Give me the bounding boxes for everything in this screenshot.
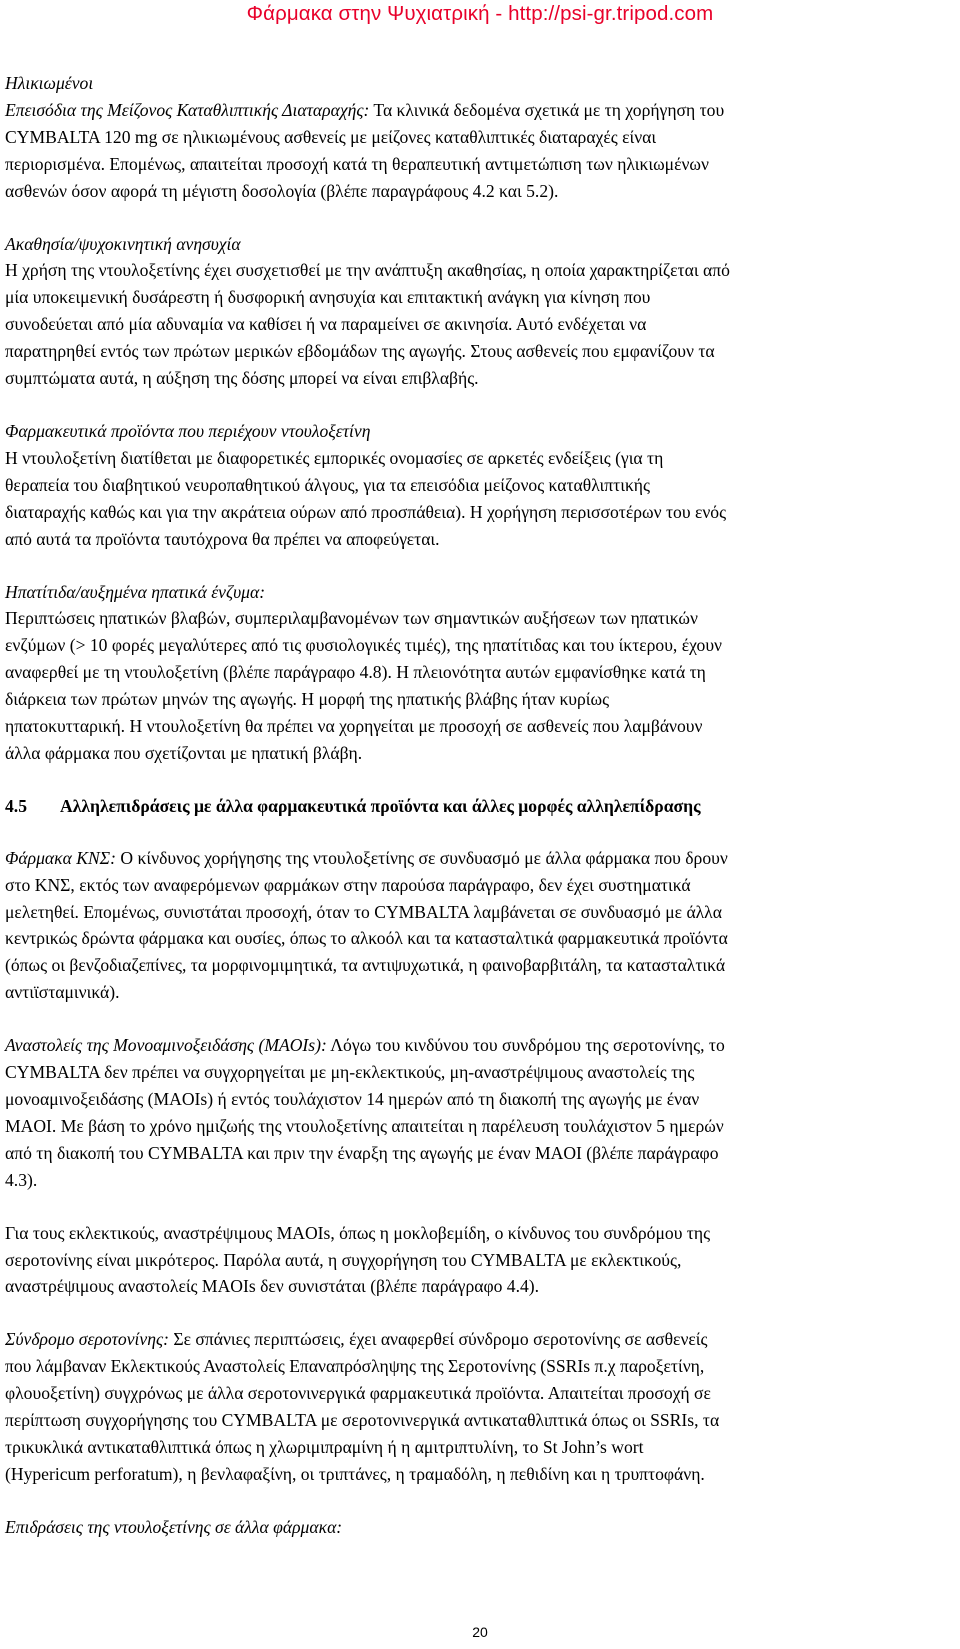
text-line: κεντρικώς δρώντα φάρμακα και ουσίες, όπως το αλκοόλ και τα κατασταλτικά φαρμακευτικά προϊόντα — [5, 928, 728, 949]
text-line: Σύνδρομο σεροτονίνης: Σε σπάνιες περιπτώσεις, έχει αναφερθεί σύνδρομο σεροτονίνης σε ασθενείς — [5, 1329, 708, 1350]
text-line: που λάμβαναν Εκλεκτικούς Αναστολείς Επαναπρόσληψης της Σεροτονίνης (SSRIs π.χ παροξετίνη, — [5, 1356, 705, 1377]
text-line: συνοδεύεται από μία αδυναμία να καθίσει ή να παραμείνει σε ακινησία. Αυτό ενδέχεται να — [5, 314, 647, 335]
text-line: (όπως οι βενζοδιαζεπίνες, τα μορφινομιμητικά, τα αντιψυχωτικά, η φαινοβαρβιτάλη, τα κατασταλτικά — [5, 955, 726, 976]
section-title-other-drugs: Επιδράσεις της ντουλοξετίνης σε άλλα φάρμακα: — [5, 1516, 343, 1537]
text-line: Η χρήση της ντουλοξετίνης έχει συσχετισθεί με την ανάπτυξη ακαθησίας, η οποία χαρακτηρίζεται από — [5, 260, 730, 281]
text-line: φλουοξετίνη) συγχρόνως με άλλα σεροτονινεργικά φαρμακευτικά προϊόντα. Απαιτείται προσοχή σε — [5, 1383, 711, 1404]
text-line: θεραπεία του διαβητικού νευροπαθητικού άλγους, για τα επεισόδια μείζονος καταθλιπτικής — [5, 474, 650, 495]
text-line: σεροτονίνης είναι μικρότερος. Παρόλα αυτά, η συγχορήγηση του CYMBALTA με εκλεκτικούς, — [5, 1249, 682, 1270]
inline-label-cns: Φάρμακα ΚΝΣ: — [5, 847, 117, 868]
text-line: Επεισόδια της Μείζονος Καταθλιπτικής Διαταραχής: Τα κλινικά δεδομένα σχετικά με τη χορήγηση του — [5, 99, 725, 120]
section-title-products: Φαρμακευτικά προϊόντα που περιέχουν ντουλοξετίνη — [5, 420, 371, 441]
text-line: διαταραχής καθώς και για την ακράτεια ούρων από προσπάθεια). Η χορήγηση περισσοτέρων του ενός — [5, 501, 727, 522]
text-line: τρικυκλικά αντικαταθλιπτικά όπως η χλωριμιπραμίνη ή η αμιτριπτυλίνη, το St John’s wort — [5, 1436, 644, 1457]
text-line: MAOI. Με βάση το χρόνο ημιζωής της ντουλοξετίνης απαιτείται η παρέλευση τουλάχιστον 5 ημερών — [5, 1115, 724, 1136]
text-line: (Hypericum perforatum), η βενλαφαξίνη, οι τριπτάνες, η τραμαδόλη, η πεθιδίνη και η τρυπτοφάνη. — [5, 1463, 705, 1484]
text-line: μία υποκειμενική δυσάρεστη ή δυσφορική ανησυχία και επιτακτική ανάγκη για κίνηση που — [5, 287, 651, 308]
text-line: στο ΚΝΣ, εκτός των αναφερόμενων φαρμάκων στην παρούσα παράγραφο, δεν έχει συστηματικά — [5, 874, 691, 895]
page-header: Φάρμακα στην Ψυχιατρική - http://psi-gr.tripod.com — [246, 2, 714, 25]
section-other-drugs — [5, 1514, 960, 1541]
text-line: Αναστολείς της Μονοαμινοξειδάσης (MAOIs): Λόγω του κινδύνου του συνδρόμου της σεροτονίνης, το — [5, 1035, 725, 1056]
text-line: από αυτά τα προϊόντα ταυτόχρονα θα πρέπει να αποφεύγεται. — [5, 528, 440, 549]
text-line: Περιπτώσεις ηπατικών βλαβών, συμπεριλαμβανομένων των σημαντικών αυξήσεων των ηπατικών — [5, 608, 698, 629]
section-selective-maoi — [5, 1220, 960, 1301]
section-heading-4-5 — [5, 793, 960, 820]
text-line: ασθενών όσον αφορά τη μέγιστη δοσολογία (βλέπε παραγράφους 4.2 και 5.2). — [5, 180, 559, 201]
section-maoi — [5, 1032, 960, 1193]
text-line: από τη διακοπή του CYMBALTA και πριν την έναρξη της αγωγής με έναν MAOI (βλέπε παράγραφο — [5, 1142, 719, 1163]
text-line: άλλα φάρμακα που σχετίζονται με ηπατική βλάβη. — [5, 742, 363, 763]
text-line: παρατηρηθεί εντός των πρώτων μερικών εβδομάδων της αγωγής. Στους ασθενείς που εμφανίζουν τα — [5, 341, 715, 362]
text-line: διάρκεια των πρώτων μηνών της αγωγής. Η μορφή της ηπατικής βλάβης ήταν κυρίως — [5, 689, 610, 710]
text-line: CYMBALTA 120 mg σε ηλικιωμένους ασθενείς με μείζονες καταθλιπτικές διαταραχές είναι — [5, 126, 657, 147]
section-title-akathisia: Ακαθησία/ψυχοκινητική ανησυχία — [5, 233, 241, 254]
text-line: μονοαμινοξειδάσης (MAOIs) ή εντός τουλάχιστον 14 ημερών από τη διακοπή της αγωγής με έναν — [5, 1089, 700, 1109]
text-line: Για τους εκλεκτικούς, αναστρέψιμους MAOIs, όπως η μοκλοβεμίδη, ο κίνδυνος του συνδρόμου της — [5, 1222, 711, 1243]
text-line: αναστρέψιμους αναστολείς MAOIs δεν συνιστάται (βλέπε παράγραφο 4.4). — [5, 1276, 540, 1297]
page-number: 20 — [472, 1624, 488, 1640]
section-title-hepatitis: Ηπατίτιδα/αυξημένα ηπατικά ένζυμα: — [5, 581, 266, 602]
section-elderly — [5, 70, 960, 205]
text-line: ηπατοκυτταρική. Η ντουλοξετίνη θα πρέπει να χορηγείται με προσοχή σε ασθενείς που λαμβάνουν — [5, 716, 703, 737]
text-line: περίπτωση συγχορήγησης του CYMBALTA με σεροτονινεργικά αντικαταθλιπτικά όπως οι SSRIs, τα — [5, 1410, 720, 1431]
section-products — [5, 418, 960, 553]
text-line: μελετηθεί. Επομένως, συνιστάται προσοχή, όταν το CYMBALTA λαμβάνεται σε συνδυασμό με άλλα — [5, 901, 722, 922]
text-line: αναφερθεί με τη ντουλοξετίνη (βλέπε παράγραφο 4.8). Η πλειονότητα αυτών εμφανίσθηκε κατά τη — [5, 662, 706, 683]
inline-label-serotonin: Σύνδρομο σεροτονίνης: — [5, 1329, 169, 1350]
section-hepatitis — [5, 579, 960, 767]
text-line: συμπτώματα αυτά, η αύξηση της δόσης μπορεί να είναι επιβλαβής. — [5, 368, 479, 389]
text-line: Φάρμακα ΚΝΣ: Ο κίνδυνος χορήγησης της ντουλοξετίνης σε συνδυασμό με άλλα φάρμακα που δρουν — [5, 847, 728, 868]
section-heading-title: Αλληλεπιδράσεις με άλλα φαρμακευτικά προϊόντα και άλλες μορφές αλληλεπίδρασης — [60, 795, 701, 816]
text-line: CYMBALTA δεν πρέπει να συγχορηγείται με μη-εκλεκτικούς, μη-αναστρέψιμους αναστολείς της — [5, 1062, 695, 1083]
text-line: ενζύμων (> 10 φορές μεγαλύτερες από τις φυσιολογικές τιμές), της ηπατίτιδας και του ίκτερου, έχουν — [5, 635, 723, 656]
text-line: περιορισμένα. Επομένως, απαιτείται προσοχή κατά τη θεραπευτική αντιμετώπιση των ηλικιωμένων — [5, 153, 709, 174]
section-serotonin — [5, 1326, 960, 1487]
inline-label-maoi: Αναστολείς της Μονοαμινοξειδάσης (MAOIs): — [5, 1035, 327, 1056]
section-cns — [5, 845, 960, 1006]
text-line: 4.3). — [5, 1169, 38, 1190]
section-number: 4.5 — [5, 795, 27, 816]
document-body — [5, 70, 960, 1567]
section-akathisia — [5, 231, 960, 392]
text-line: Η ντουλοξετίνη διατίθεται με διαφορετικές εμπορικές ονομασίες σε αρκετές ενδείξεις (για τη — [5, 447, 664, 468]
text-line: αντιϊσταμινικά). — [5, 982, 120, 1003]
section-title-elderly: Ηλικιωμένοι — [5, 73, 94, 93]
